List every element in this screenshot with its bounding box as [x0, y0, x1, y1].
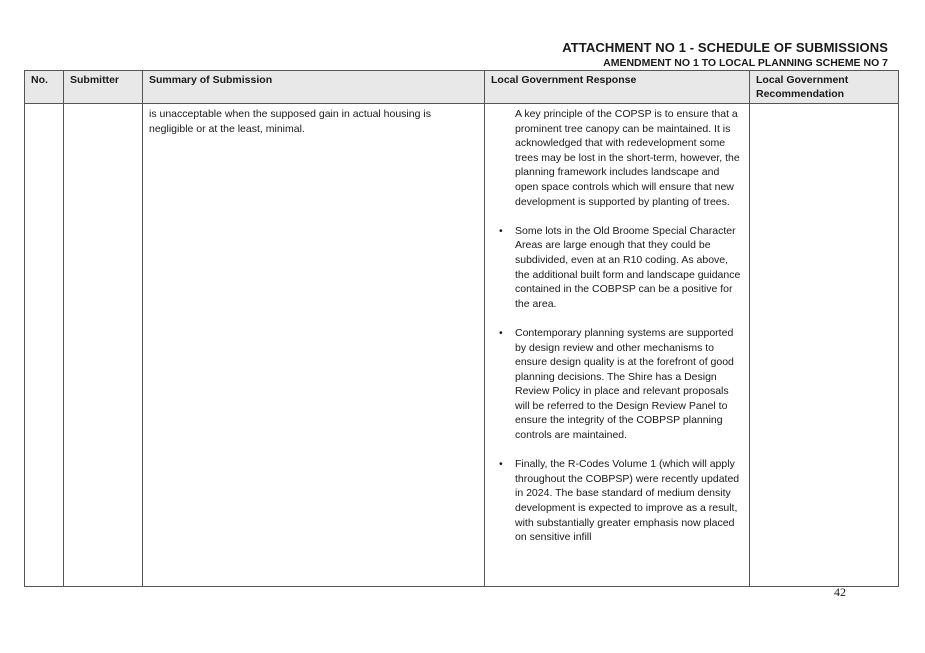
page-number: 42 [834, 585, 846, 599]
response-paragraph: A key principle of the COPSP is to ensure that a prominent tree canopy can be maintained. It is acknowledged that with redevelopment some trees may be lost in the short-term, however, the planning framework includes landscape and open space controls which will ensure that new development is supported by planting of trees. [515, 108, 740, 208]
column-header-response: Local Government Response [485, 71, 750, 104]
column-header-submitter: Submitter [64, 71, 143, 104]
column-header-recommendation: Local Government Recommendation [750, 71, 899, 104]
submissions-table [24, 70, 899, 587]
table-row [25, 104, 899, 587]
response-bullet-item: • Contemporary planning systems are supported by design review and other mechanisms to ensure design quality is at the forefront of good planning decisions. The Shire has a Design Review Policy in place and relevant proposals will be referred to the Design Review Panel to ensure the integrity of the COBPSP planning controls are maintained. [491, 326, 743, 443]
response-list [491, 107, 743, 545]
cell-summary [143, 104, 485, 587]
cell-no [25, 104, 64, 587]
summary-text: is unacceptable when the supposed gain in actual housing is negligible or at the least, minimal. [149, 108, 431, 135]
document-subtitle: AMENDMENT NO 1 TO LOCAL PLANNING SCHEME NO 7 [603, 57, 888, 69]
cell-recommendation [750, 104, 899, 587]
response-bullet-item: • Finally, the R-Codes Volume 1 (which will apply throughout the COBPSP) were recently updated in 2024. The base standard of medium density development is expected to improve as a result, with substantially greater emphasis now placed on sensitive infill [491, 457, 743, 545]
column-header-summary: Summary of Submission [143, 71, 485, 104]
table-header-row [25, 71, 899, 104]
document-title: ATTACHMENT NO 1 - SCHEDULE OF SUBMISSIONS [562, 40, 888, 55]
cell-response [485, 104, 750, 587]
column-header-no: No. [25, 71, 64, 104]
response-bullet-item: • Some lots in the Old Broome Special Character Areas are large enough that they could be subdivided, even at an R10 coding. As above, the additional built form and landscape guidance contained in the COBPSP can be a positive for the area. [491, 224, 743, 312]
cell-submitter [64, 104, 143, 587]
